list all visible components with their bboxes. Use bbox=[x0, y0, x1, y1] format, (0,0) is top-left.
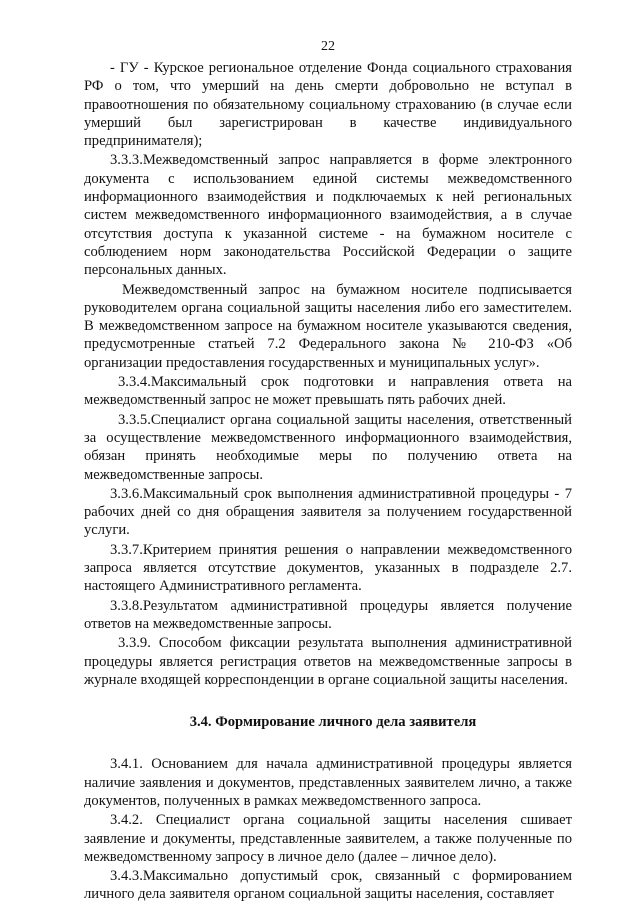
paragraph-fss-notice: - ГУ - Курское региональное отделение Фонда социального страхования РФ о том, что умерший на день смерти добровольно не вступал в правоотношения по обязательному социальному страхованию (в случае если умерший был зарегистрирован в качестве индивидуального предпринимателя); bbox=[84, 60, 572, 150]
paragraph-paper-request: Межведомственный запрос на бумажном носителе подписывается руководителем органа социальной защиты населения либо его заместителем. В межведомственном запросе на бумажном носителе указываются сведения, предусмотренные статьей 7.2 Федерального закона № 210-ФЗ «Об организации предоставления государственных и муниципальных услуг». bbox=[84, 281, 572, 371]
document-page bbox=[84, 38, 572, 904]
paragraph-3-4-1: 3.4.1. Основанием для начала административной процедуры является наличие заявления и документов, представленных заявителем лично, а также документов, полученных в рамках межведомственного запроса. bbox=[84, 756, 572, 809]
paragraph-3-3-6: 3.3.6.Максимальный срок выполнения административной процедуры - 7 рабочих дней со дня обращения заявителя за получением государственной услуги. bbox=[84, 485, 572, 539]
paragraph-3-3-4: 3.3.4.Максимальный срок подготовки и направления ответа на межведомственный запрос не может превышать пять рабочих дней. bbox=[84, 374, 572, 409]
paragraph-3-3-9: 3.3.9. Способом фиксации результата выполнения административной процедуры является регистрация ответов на межведомственные запросы в журнале входящей корреспонденции в органе социальной защиты населения. bbox=[84, 635, 572, 688]
page-number: 22 bbox=[321, 39, 335, 54]
paragraph-3-4-3: 3.4.3.Максимально допустимый срок, связанный с формированием личного дела заявителя органом социальной защиты населения, составляет bbox=[84, 868, 572, 903]
section-heading: 3.4. Формирование личного дела заявителя bbox=[189, 714, 477, 731]
paragraph-3-3-3: 3.3.3.Межведомственный запрос направляется в форме электронного документа с использованием единой системы межведомственного информационного взаимодействия и подключаемых к ней региональных систем межведомственного информационного взаимодействия, а в случае отсутствия доступа к указанной системе - на бумажном носителе с соблюдением норм законодательства Российской Федерации о защите персональных данных. bbox=[84, 152, 572, 279]
paragraph-3-4-2: 3.4.2. Специалист органа социальной защиты населения сшивает заявление и документы, представленные заявителем, а также полученные по межведомственному запросу в личное дело (далее – личное дело). bbox=[84, 812, 572, 865]
paragraph-3-3-8: 3.3.8.Результатом административной процедуры является получение ответов на межведомственные запросы. bbox=[84, 597, 572, 632]
paragraph-3-3-7: 3.3.7.Критерием принятия решения о направлении межведомственного запроса является отсутствие документов, указанных в подразделе 2.7. настоящего Административного регламента. bbox=[84, 541, 572, 595]
paragraph-3-3-5: 3.3.5.Специалист органа социальной защиты населения, ответственный за осуществление межведомственного информационного взаимодействия, обязан принять необходимые меры по получению ответа на межведомственные запросы. bbox=[84, 411, 572, 483]
